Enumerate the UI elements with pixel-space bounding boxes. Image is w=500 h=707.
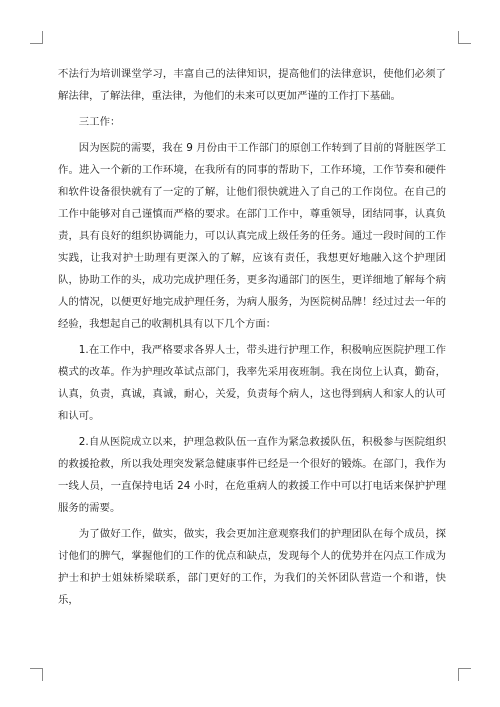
crop-mark-bottom-left [30, 668, 43, 681]
paragraph-team-work: 为了做好工作，做实，做实，我会更加注意观察我们的护理团队在每个成员，探讨他们的脾气，掌握他们的工作的优点和缺点，发现每个人的优势并在闪点工作成为护士和护士姐妹桥梁联系，部门更好的工作，为我们的关怀团队营造一个和谐，快乐， [58, 528, 446, 606]
paragraph-legal-training: 不法行为培训课堂学习，丰富自己的法律知识，提高他们的法律意识，使他们必须了解法律，了解法律，重法律，为他们的未来可以更加严谨的工作打下基础。 [58, 68, 446, 102]
paragraph-transfer: 因为医院的需要，我在 9 月份由干工作部门的原创工作转到了目前的肾脏医学工作。进入一个新的工作环境，在我所有的同事的帮助下，工作环境，工作节奏和硬件和软件设备很快就有了一定的了解，让他们很快就进入了自己的工作岗位。在自己的工作中能够对自己谨慎而严格的要求。在部门工作中，尊重领导，团结同事，认真负责，具有良好的组织协调能力，可以认真完成上级任务的任务。通过一段时间的工作实践，让我对护士助理有更深入的了解，应该有责任，我想更好地融入这个护理团队，协助工作的头，成功完成护理任务，更多沟通部门的医生，更详细地了解每个病人的情况，以便更好地完成护理任务，为病人服务，为医院树品牌！经过过去一年的经验，我想起自己的收割机具有以下几个方面： [58, 142, 446, 330]
section-heading-work: 三工作： [78, 116, 121, 128]
crop-mark-top-left [30, 31, 43, 44]
crop-mark-top-right [458, 31, 471, 44]
document-body [58, 63, 446, 611]
crop-mark-bottom-right [458, 668, 471, 681]
paragraph-point-1: 1.在工作中，我严格要求各界人士，带头进行护理工作，积极响应医院护理工作模式的改革。作为护理改革试点部门，我率先采用夜班制。我在岗位上认真，勤奋，认真，负责，真诚，真诚，耐心，关爱，负责每个病人，这也得到病人和家人的认可和认可。 [58, 344, 446, 422]
paragraph-point-2: 2.自从医院成立以来，护理急救队伍一直作为紧急救援队伍，积极参与医院组织的救援抢救，所以我处理突发紧急健康事件已经是一个很好的锻炼。在部门，我作为一线人员，一直保持电话 24 小时，在危重病人的救援工作中可以打电话来保护护理服务的需要。 [58, 436, 446, 514]
